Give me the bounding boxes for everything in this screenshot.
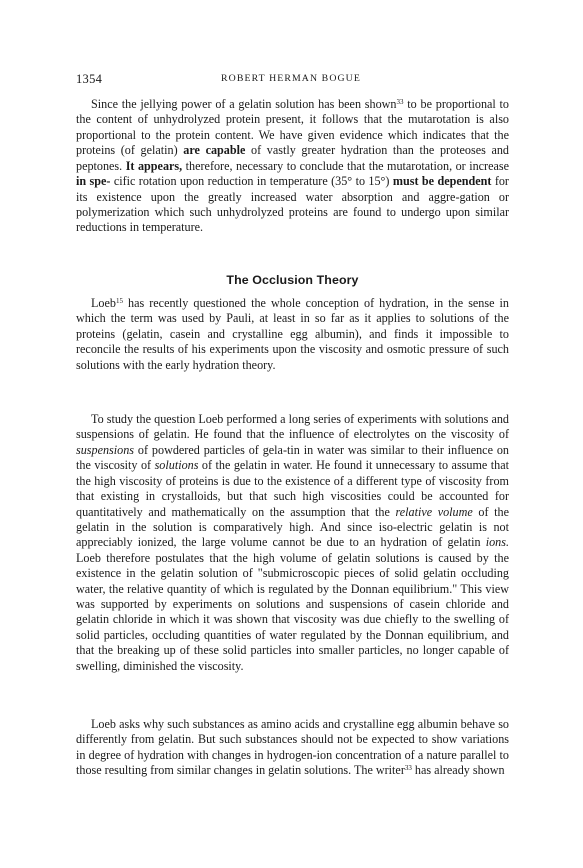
italic-term: solutions [154, 458, 199, 473]
italic-term: relative volume [395, 504, 473, 519]
emphasis-text: must be dependent [392, 174, 492, 189]
paragraph-loeb-hydration [76, 296, 509, 373]
running-head: ROBERT HERMAN BOGUE [221, 73, 361, 84]
text-run: of powdered particles of gela-tin in water was similar to their influence on the viscosity of [76, 442, 509, 473]
section-heading: The Occlusion Theory [226, 273, 359, 287]
text-run: Loeb [91, 296, 116, 310]
text-run: has already shown [411, 763, 505, 778]
text-run: of vastly greater hydration than the proteoses and peptones. [76, 143, 509, 173]
emphasis-text: are capable [183, 143, 246, 158]
emphasis-text: in spe- [76, 174, 111, 189]
text-run: for its existence upon the greatly increased water absorption and aggre-gation or polymerization which such unhydrolyzed proteins are found to undergo upon similar reductions in temperature. [76, 174, 509, 235]
text-run: to be proportional to the content of unhydrolyzed protein present, it follows that the mutarotation is also proportional to the protein content. We have given evidence which indicates that the proteins (of gelatin) [76, 97, 509, 158]
text-run: Loeb asks why such substances as amino acids and crystalline egg albumin behave so differently from gelatin. But such substances should not be expected to show variations in degree of hydration with changes in hydrogen-ion concentration of a nature parallel to those resulting from similar changes in gelatin solutions. The writer [76, 717, 509, 778]
text-run: therefore, necessary to conclude that the mutarotation, or increase [182, 158, 509, 173]
text-run: Loeb therefore postulates that the high volume of gelatin solutions is caused by the existence in the gelatin solution of "submicroscopic pieces of solid gelatin occluding water, the relative quantity of which is regulated by the Donnan equilibrium." This view was supported by experiments on solutions and suspensions of casein chloride and gelatin chloride in which it was shown that viscosity was due chiefly to the swelling of solid particles, occluding quantities of water regulated by the Donnan equilibrium, and that the breaking up of these solid particles into smaller particles, no longer capable of swelling, diminished the viscosity. [76, 550, 509, 673]
text-run: has recently questioned the whole conception of hydration, in the sense in which the term was used by Pauli, at least in so far as it applies to solutions of the proteins (gelatin, casein and crystalline egg albumin), and finds it impossible to reconcile the results of his experiments upon the viscosity and osmotic pressure of such solutions with the early hydration theory. [76, 296, 509, 372]
italic-term: suspensions [76, 442, 135, 457]
paragraph-mutarotation [76, 97, 509, 236]
page-header [76, 72, 506, 88]
footnote-ref: 33 [404, 764, 412, 773]
text-run: cific rotation upon reduction in temperature (35° to 15°) [110, 174, 393, 189]
paragraph-amino-acids [76, 717, 509, 779]
paragraph-loeb-experiments [76, 412, 509, 674]
text-run: of the gelatin in water. He found it unnecessary to assume that the high viscosity of proteins is due to the existence of a different type of viscosity from that existing in crystalloids, but that such high viscosities could be accounted for quantitatively and mathematically on the assumption that the [76, 458, 509, 519]
text-run: To study the question Loeb performed a long series of experiments with solutions and suspensions of gelatin. He found that the influence of electrolytes on the viscosity of [76, 412, 509, 442]
page-number: 1354 [76, 72, 103, 86]
text-run: Since the jellying power of a gelatin solution has been shown [91, 97, 397, 111]
italic-term: ions. [485, 535, 509, 550]
footnote-ref: 15 [115, 297, 123, 305]
footnote-ref: 33 [396, 98, 404, 106]
text-run: of the gelatin in the solution is comparatively high. And since iso-electric gelatin is not appreciably ionized, the large volume cannot be due to an hydration of gelatin [76, 504, 509, 550]
emphasis-text: It appears, [125, 158, 183, 173]
